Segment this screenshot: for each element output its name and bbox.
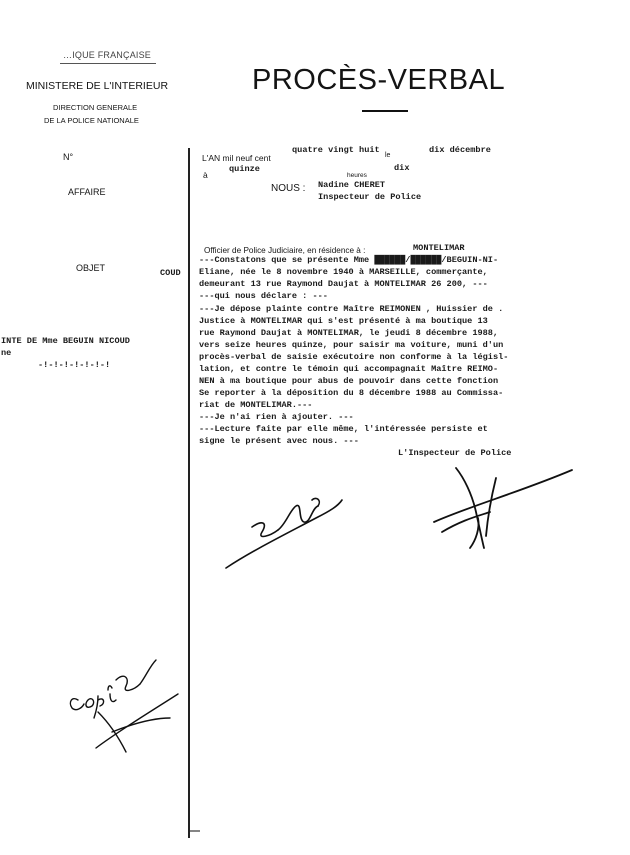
body-line: vers seize heures quinze, pour saisir ma voiture, muni d'un (199, 340, 504, 350)
le-label: le (385, 152, 391, 159)
body-line: Se reporter à la déposition du 8 décembre 1988 au Commissa- (199, 388, 504, 398)
hour-words: quinze (229, 164, 260, 174)
inspector-signature (434, 468, 572, 548)
opj-label: Officier de Police Judiciaire, en résidence à : (204, 246, 366, 255)
an-label: L'AN mil neuf cent (202, 153, 271, 163)
signature-title: L'Inspecteur de Police (398, 448, 512, 458)
page-title: PROCÈS-VERBAL (252, 64, 506, 96)
affaire-label: AFFAIRE (68, 187, 106, 197)
ministere-text: MINISTERE DE L'INTERIEUR (26, 80, 169, 92)
a-label: à (203, 170, 208, 180)
year-words: quatre vingt huit (292, 145, 380, 155)
officer-rank: Inspecteur de Police (318, 192, 422, 202)
plainte-line-3: -!-!-!-!-!-!-! (38, 360, 111, 370)
body-line: Justice à MONTELIMAR qui s'est présenté à ma boutique 13 (199, 316, 488, 326)
residence: MONTELIMAR (413, 243, 465, 253)
heures-label: heures (347, 172, 367, 179)
plainte-line-2: ne (1, 348, 12, 358)
objet-label: OBJET (76, 263, 106, 273)
minutes-words: dix (394, 163, 410, 173)
body-line: ---Constatons que se présente Mme ██████/██████/BEGUIN-NI- (199, 255, 499, 265)
body-line: lation, et contre le témoin qui accompagnait Maître REIMO- (199, 364, 499, 374)
body-line: ---Lecture faite par elle même, l'intéressée persiste et (199, 424, 488, 434)
direction-line-2: DE LA POLICE NATIONALE (44, 116, 139, 125)
objet-code: COUD (160, 268, 181, 278)
body-line: ---qui nous déclare : --- (199, 291, 328, 301)
declarant-signature (226, 498, 342, 568)
body-line: procès-verbal de saisie exécutoire non conforme à la législ- (199, 352, 509, 362)
body-line: NEN à ma boutique pour abus de pouvoir dans cette fonction (199, 376, 499, 386)
republique-text: …IQUE FRANÇAISE (63, 50, 152, 60)
body-line: ---Je dépose plainte contre Maître REIMONEN , Huissier de . (199, 304, 504, 314)
nous-label: NOUS : (271, 183, 306, 194)
officer-name: Nadine CHERET (318, 180, 386, 190)
body-line: demeurant 13 rue Raymond Daujat à MONTELIMAR 26 200, --- (199, 279, 488, 289)
body-line: riat de MONTELIMAR.--- (199, 400, 313, 410)
copie-conforme-mention (70, 660, 178, 752)
no-label: N° (63, 152, 74, 162)
direction-line-1: DIRECTION GENERALE (53, 103, 138, 112)
body-line: signe le présent avec nous. --- (199, 436, 359, 446)
body-line: rue Raymond Daujat à MONTELIMAR, le jeudi 8 décembre 1988, (199, 328, 499, 338)
plainte-line-1: INTE DE Mme BEGUIN NICOUD (1, 336, 130, 346)
body-line: Eliane, née le 8 novembre 1940 à MARSEILLE, commerçante, (199, 267, 488, 277)
date-words: dix décembre (429, 145, 491, 155)
body-line: ---Je n'ai rien à ajouter. --- (199, 412, 354, 422)
